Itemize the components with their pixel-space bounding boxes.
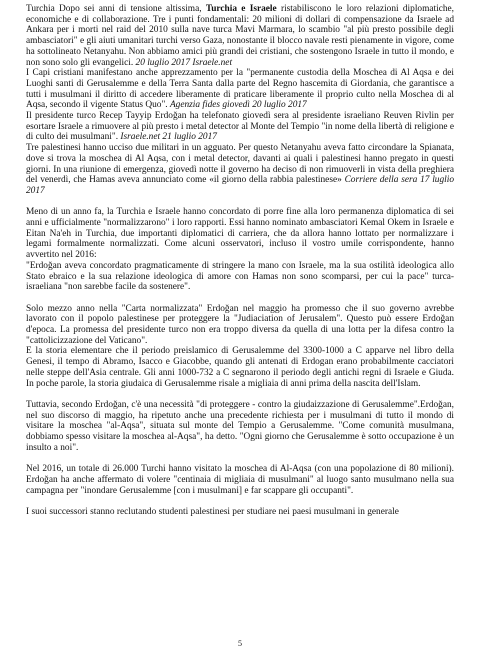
paragraph-metal-detectors (26, 143, 454, 197)
paragraph-text: Turchia Dopo sei anni di tensione altissima, (26, 4, 206, 14)
quoted-text: "Erdoğan aveva concordato pragmaticamente di stringere la mano con Israele, ma la sua ostilità ideologica allo Stato ebraico e la sua relazione ideologica di amore con Hamas non sono scomparsi, per cui la pace" turca-israeliana "non sarebbe facile da sostenere". (26, 260, 454, 293)
paragraph-al-aqsa-visits (26, 400, 454, 454)
paragraph-text: Nel 2016, un totale di 26.000 Turchi hanno visitato la moschea di Al-Aqsa (con una popolazione di 80 milioni). Erdoğan ha anche affermato di volere "centinaia di migliaia di musulmani" al luogo santo musulmano nella sua campagna per "inondare Gerusalemme [con i musulmani] e far scappare gli occupanti". (26, 464, 454, 496)
paragraph-text: I suoi successori stanno reclutando studenti palestinesi per studiare nei paesi musulmani in generale (26, 506, 399, 517)
paragraph-erdogan-call (26, 111, 454, 143)
source-citation: 20 luglio 2017 Israele.net (135, 57, 233, 68)
paragraph-text: I Capi cristiani manifestano anche apprezzamento per la "permanente custodia della Moschea di Al Aqsa e dei Luoghi santi di Gerusalemme e della Terra Santa dalla parte del Regno hascemita di Giordania, che garantisce a tutti i musulmani il diritto di accedere liberamente di praticare liberamente il proprio culto nella Moschea di al Aqsa, secondo il vigente Status Quo". (26, 68, 454, 111)
highlighted-text: Turchia e Israele (205, 4, 277, 14)
paragraph-turkish-visitors (26, 464, 454, 496)
paragraph-judaization-promise (26, 304, 454, 390)
source-citation: Israele.net 21 luglio 2017 (120, 132, 217, 143)
paragraph-text: Meno di un anno fa, la Turchia e Israele hanno concordato di porre fine alla loro permanenza diplomatica di sei anni e ufficialmente "normalizzarono" i loro rapporti. Essi hanno nominato ambasciatori Kemal Okem in Israele e Eitan Na'eh in Turchia, due importanti diplomatici di carriera, che da allora hanno lottato per normalizzare i legami formalmente normalizzati. Come alcuni osservatori, incluso il vostro umile corrispondente, hanno avvertito nel 2016: (26, 207, 454, 261)
paragraph-text: Tuttavia, secondo Erdoğan, c'è una necessità "di proteggere - contro la giudaizzazione di Gerusalemme".Erdoğan, nel suo discorso di maggio, ha ripetuto anche una precedente richiesta per i musulmani di tutto il mondo di visitare la moschea "al-Aqsa", situata sul monte del Tempio a Gerusalemme. "Come comunità musulmana, dobbiamo spesso visitare la moschea al-Aqsa", ha detto. "Ogni giorno che Gerusalemme è sotto occupazione è un insulto a noi". (26, 399, 454, 453)
paragraph-text: Il presidente turco Recep Tayyip Erdoğan ha telefonato giovedì sera al presidente israeliano Reuven Rivlin per esortare Israele a rimuovere al più presto i metal detector al Monte del Tempio "in nome della libertà di religione e di culto dei musulmani". (26, 111, 454, 143)
paragraph-text: ristabiliscono le loro relazioni diplomatiche, economiche e di collaborazione. Tre i punti fondamentali: 20 milioni di dollari di compensazione da Israele ad Ankara per i morti nel raid del 2010 sulla nave turca Mavi Marmara, lo scambio "al più presto possibile degli ambasciatori" e gli aiuti umanitari turchi verso Gaza, nonostante il blocco navale resti pienamente in vigore, come ha sottolineato Netanyahu. Non abbiamo amici più grandi dei cristiani, che sostengono Israele in tutto il mondo, e non sono solo gli evangelici. (26, 4, 454, 68)
page-number: 5 (238, 639, 242, 648)
source-citation: Corriere della sera 17 luglio 2017 (26, 175, 455, 196)
paragraph-text: E la storia elementare che il periodo preislamico di Gerusalemme del 3300-1000 a C apparve nel libro della Genesi, il tempo di Abramo, Isacco e Giacobbe, quando gli antenati di Erdogan erano probabilmente cacciatori nelle steppe dell'Asia centrale. Gli anni 1000-732 a C segnarono il periodo degli antichi regni di Israele e Giuda. In poche parole, la storia giudaica di Gerusalemme risale a migliaia di anni prima della nascita dell'Islam. (26, 346, 454, 389)
paragraph-normalization (26, 207, 454, 293)
paragraph-christian-leaders (26, 68, 454, 111)
paragraph-turkey-israel-relations (26, 4, 454, 68)
paragraph-students (26, 507, 454, 518)
source-citation: Agenzia fides giovedì 20 luglio 2017 (169, 100, 307, 111)
paragraph-text: Tre palestinesi hanno ucciso due militari in un agguato. Per questo Netanyahu aveva fatto circondare la Spianata, dove si trova la moschea di Al Aqsa, con i metal detector, davanti ai quali i palestinesi hanno pregato in questi giorni. In una riunione di emergenza, giovedì notte il governo ha deciso di non rimuoverli in vista della preghiera del venerdì, che Hamas aveva annunciato come «il giorno della rabbia palestinese» (26, 143, 454, 186)
paragraph-text: Solo mezzo anno nella "Carta normalizzata" Erdoğan nel maggio ha promesso che il suo governo avrebbe lavorato con il popolo palestinese per proteggere la "Judiaciation of Jerusalem". Questo può essere Erdoğan d'epoca. La promessa del presidente turco non era troppo diversa da quella di una lotta per la difesa contro la "cattolicizzazione del Vaticano". (26, 303, 454, 346)
